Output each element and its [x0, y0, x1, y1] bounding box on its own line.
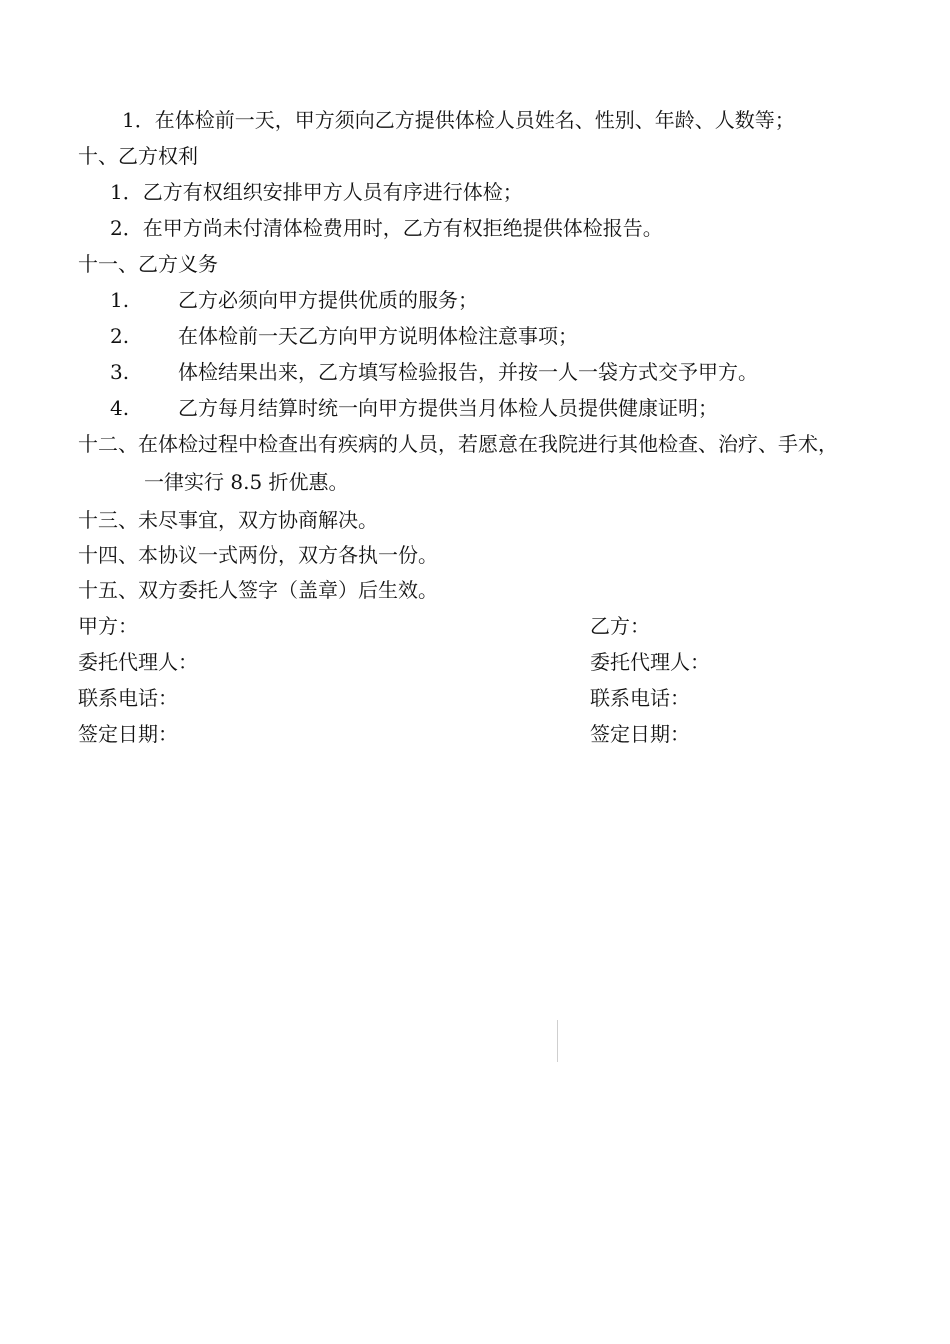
party-a-phone-label: 联系电话： [78, 686, 178, 710]
party-b-label: 乙方： [590, 614, 650, 638]
party-a-date-label: 签定日期： [78, 722, 178, 746]
section-13: 十三、未尽事宜，双方协商解决。 [78, 508, 378, 532]
section-12-line-2: 一律实行 8.5 折优惠。 [144, 470, 349, 494]
section-10-title: 十、乙方权利 [78, 144, 198, 168]
faint-divider-line [557, 1020, 558, 1062]
section-12-line-1: 十二、在体检过程中检查出有疾病的人员，若愿意在我院进行其他检查、治疗、手术， [78, 432, 838, 456]
clause-11-item-number: 3. [110, 360, 130, 384]
party-b-agent-label: 委托代理人： [590, 650, 710, 674]
section-14: 十四、本协议一式两份，双方各执一份。 [78, 543, 438, 567]
clause-11-item [110, 360, 129, 384]
clause-11-item-text: 在体检前一天乙方向甲方说明体检注意事项； [178, 324, 578, 348]
clause-11-item [110, 396, 129, 420]
party-a-agent-label: 委托代理人： [78, 650, 198, 674]
party-b-phone-label: 联系电话： [590, 686, 690, 710]
clause-11-item-text: 乙方每月结算时统一向甲方提供当月体检人员提供健康证明； [178, 396, 718, 420]
clause-11-item [110, 288, 129, 312]
party-a-label: 甲方： [78, 614, 138, 638]
clause-10-item-1: 1．乙方有权组织安排甲方人员有序进行体检； [110, 180, 523, 204]
clause-11-item-number: 1. [110, 288, 130, 312]
clause-10-item-2: 2．在甲方尚未付清体检费用时，乙方有权拒绝提供体检报告。 [110, 216, 663, 240]
clause-11-item-number: 2. [110, 324, 130, 348]
party-b-date-label: 签定日期： [590, 722, 690, 746]
clause-11-item-text: 体检结果出来，乙方填写检验报告，并按一人一袋方式交予甲方。 [178, 360, 758, 384]
section-15: 十五、双方委托人签字（盖章）后生效。 [78, 578, 438, 602]
clause-11-item-text: 乙方必须向甲方提供优质的服务； [178, 288, 478, 312]
clause-11-item-number: 4. [110, 396, 130, 420]
clause-11-item [110, 324, 129, 348]
clause-9-item-1: 1．在体检前一天，甲方须向乙方提供体检人员姓名、性别、年龄、人数等； [122, 108, 795, 132]
section-11-title: 十一、乙方义务 [78, 252, 218, 276]
